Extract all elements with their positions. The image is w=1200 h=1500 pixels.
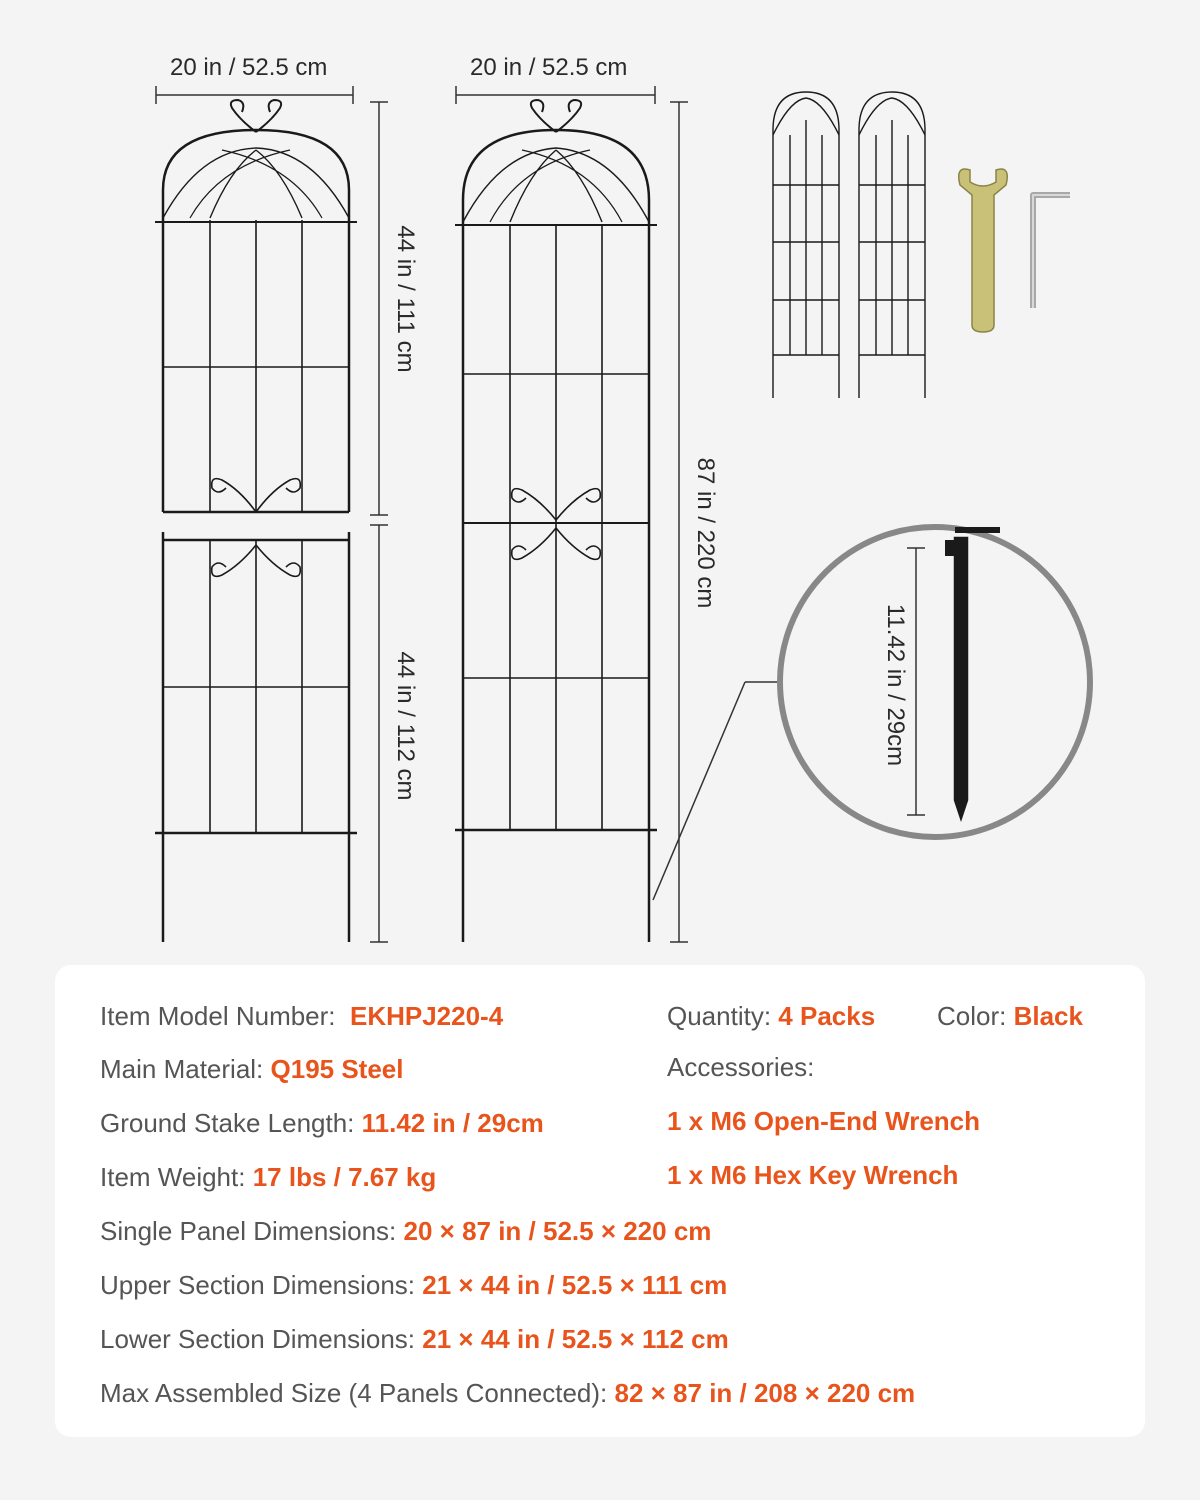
specifications-card <box>55 965 1145 1437</box>
packed-panels-thumbnail <box>773 92 925 398</box>
material-value: Q195 Steel <box>270 1054 404 1084</box>
accessory-1-value: 1 x M6 Open-End Wrench <box>667 1106 981 1136</box>
lower-section-label: Lower Section Dimensions: <box>100 1324 416 1354</box>
lower-section-value: 21 × 44 in / 52.5 × 112 cm <box>422 1324 729 1354</box>
single-panel-row <box>100 1216 711 1247</box>
max-assembled-value: 82 × 87 in / 208 × 220 cm <box>614 1378 916 1408</box>
upper-section-value: 21 × 44 in / 52.5 × 111 cm <box>422 1270 728 1300</box>
lower-height-label: 44 in / 112 cm <box>392 651 419 801</box>
stake-length-label: 11.42 in / 29cm <box>882 603 909 767</box>
quantity-label: Quantity: <box>667 1001 772 1031</box>
upper-section-row <box>100 1270 727 1301</box>
accessory-1-row <box>667 1106 980 1137</box>
color-row <box>937 1001 1083 1032</box>
color-label: Color: <box>937 1001 1007 1031</box>
full-width-label: 20 in / 52.5 cm <box>470 54 628 81</box>
hex-key-icon <box>1033 195 1070 308</box>
quantity-row <box>667 1001 875 1032</box>
stake-value: 11.42 in / 29cm <box>361 1108 544 1138</box>
weight-row <box>100 1162 436 1193</box>
weight-label: Item Weight: <box>100 1162 246 1192</box>
lower-section-row <box>100 1324 729 1355</box>
single-panel-label: Single Panel Dimensions: <box>100 1216 397 1246</box>
color-value: Black <box>1013 1001 1083 1031</box>
accessories-row <box>667 1052 814 1083</box>
material-label: Main Material: <box>100 1054 264 1084</box>
accessory-2-value: 1 x M6 Hex Key Wrench <box>667 1160 959 1190</box>
single-panel-value: 20 × 87 in / 52.5 × 220 cm <box>403 1216 712 1246</box>
upper-width-label: 20 in / 52.5 cm <box>170 54 328 81</box>
max-assembled-row <box>100 1378 915 1409</box>
quantity-value: 4 Packs <box>778 1001 876 1031</box>
accessories-label: Accessories: <box>667 1052 815 1082</box>
lower-section-panel <box>155 532 357 942</box>
material-row <box>100 1054 404 1085</box>
stake-magnifier <box>780 527 1090 837</box>
model-row <box>100 1001 503 1032</box>
max-assembled-label: Max Assembled Size (4 Panels Connected): <box>100 1378 608 1408</box>
weight-value: 17 lbs / 7.67 kg <box>252 1162 437 1192</box>
accessory-2-row <box>667 1160 958 1191</box>
upper-section-panel <box>155 100 357 512</box>
model-value: EKHPJ220-4 <box>349 1001 504 1031</box>
model-label: Item Model Number: <box>100 1001 336 1031</box>
dimension-lines <box>156 86 782 942</box>
open-end-wrench-icon <box>959 169 1008 332</box>
stake-row <box>100 1108 544 1139</box>
total-height-label: 87 in / 220 cm <box>692 457 719 609</box>
upper-section-label: Upper Section Dimensions: <box>100 1270 416 1300</box>
upper-height-label: 44 in / 111 cm <box>392 225 419 373</box>
full-panel <box>455 100 657 942</box>
stake-label: Ground Stake Length: <box>100 1108 355 1138</box>
